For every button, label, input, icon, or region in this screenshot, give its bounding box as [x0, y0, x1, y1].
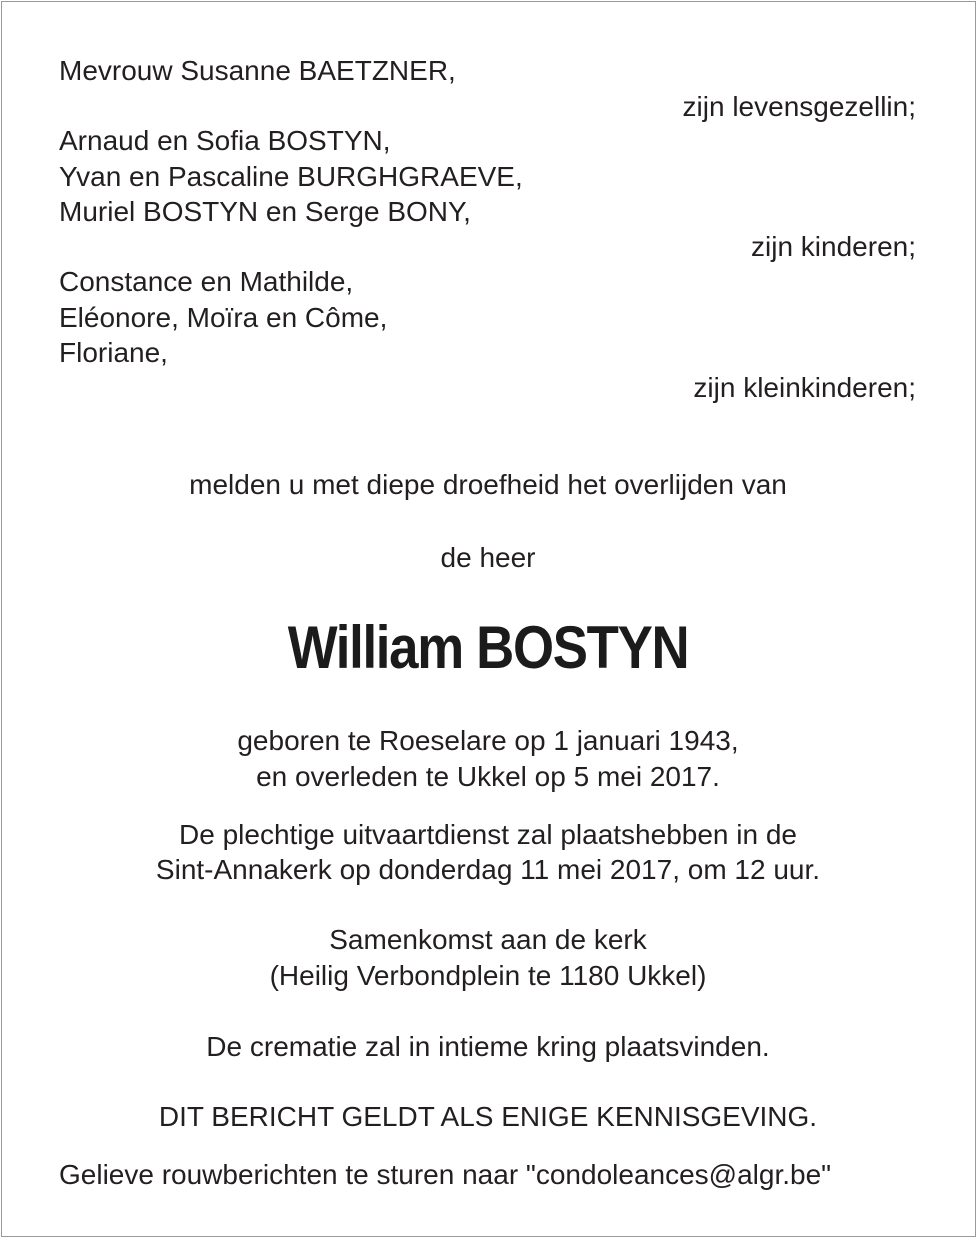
death-line: en overleden te Ukkel op 5 mei 2017.: [256, 761, 720, 792]
honorific: de heer: [440, 542, 536, 573]
child-name: Yvan en Pascaline BURGHGRAEVE,: [59, 161, 523, 192]
service-line: Sint-Annakerk op donderdag 11 mei 2017, om 12 uur.: [155, 854, 821, 885]
cremation-text: De crematie zal in intieme kring plaatsvinden.: [206, 1031, 770, 1062]
child-name: Arnaud en Sofia BOSTYN,: [59, 125, 391, 156]
condolences-text: Gelieve rouwberichten te sturen naar "condoleances@algr.be": [59, 1159, 832, 1190]
partner-name: Mevrouw Susanne BAETZNER,: [59, 55, 456, 86]
meeting-line: Samenkomst aan de kerk: [329, 924, 647, 955]
partner-role: zijn levensgezellin;: [682, 91, 916, 122]
service-line: De plechtige uitvaartdienst zal plaatshebben in de: [179, 819, 797, 850]
notice-text: DIT BERICHT GELDT ALS ENIGE KENNISGEVING.: [158, 1101, 818, 1132]
grandchild-name: Constance en Mathilde,: [59, 266, 354, 297]
grandchild-name: Floriane,: [59, 337, 168, 368]
birth-line: geboren te Roeselare op 1 januari 1943,: [237, 725, 739, 756]
child-name: Muriel BOSTYN en Serge BONY,: [59, 196, 471, 227]
announcement-text: melden u met diepe droefheid het overlijden van: [189, 469, 787, 500]
grandchildren-role: zijn kleinkinderen;: [693, 372, 916, 403]
deceased-name: William BOSTYN: [287, 614, 689, 681]
grandchild-name: Eléonore, Moïra en Côme,: [59, 302, 388, 333]
children-role: zijn kinderen;: [751, 231, 916, 262]
meeting-address: (Heilig Verbondplein te 1180 Ukkel): [269, 960, 707, 991]
